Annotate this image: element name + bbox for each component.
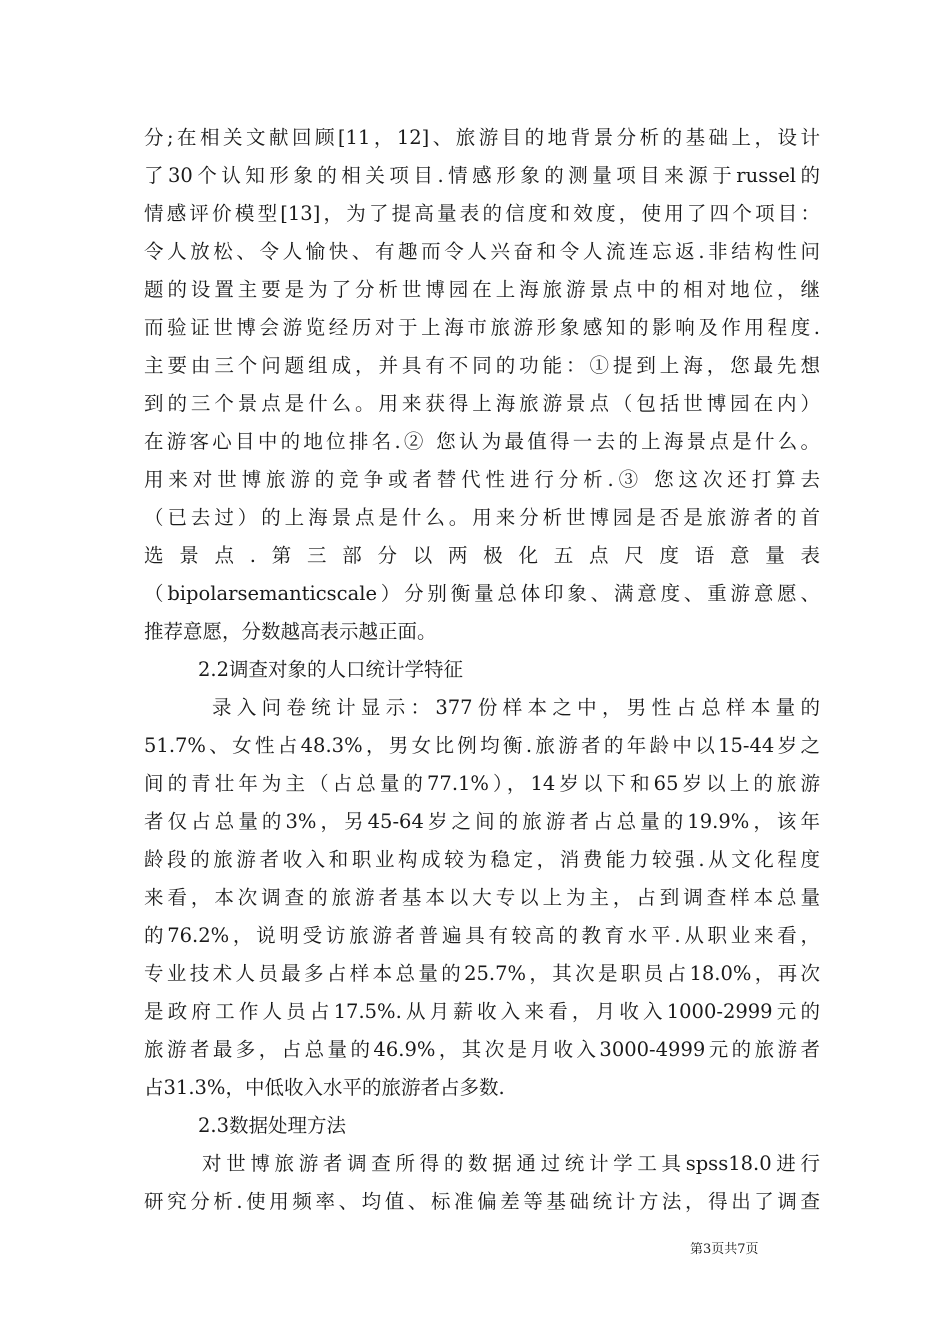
text-line-2: 了30个认知形象的相关项目.情感形象的测量项目来源于russel的	[144, 164, 820, 187]
text-line-23: 专业技术人员最多占样本总量的25.7%，其次是职员占18.0%，再次	[144, 962, 820, 985]
text-line-29: 研究分析.使用频率、均值、标准偏差等基础统计方法，得出了调查	[144, 1190, 820, 1213]
text-line-6: 而验证世博会游览经历对于上海市旅游形象感知的影响及作用程度.	[144, 316, 820, 339]
text-line-17: 51.7%、女性占48.3%，男女比例均衡.旅游者的年龄中以15-44岁之	[144, 734, 820, 757]
section-heading-2-2: 2.2调查对象的人口统计学特征	[198, 658, 464, 681]
text-line-5: 题的设置主要是为了分析世博园在上海旅游景点中的相对地位，继	[144, 278, 820, 301]
text-line-14: 推荐意愿，分数越高表示越正面。	[144, 620, 437, 643]
text-line-12: 选景点.第三部分以两极化五点尺度语意量表	[144, 544, 820, 567]
text-line-4: 令人放松、令人愉快、有趣而令人兴奋和令人流连忘返.非结构性问	[144, 240, 820, 263]
text-line-11: （已去过）的上海景点是什么。用来分析世博园是否是旅游者的首	[144, 506, 820, 529]
text-line-3: 情感评价模型[13]，为了提高量表的信度和效度，使用了四个项目：	[144, 202, 820, 225]
text-line-10: 用来对世博旅游的竞争或者替代性进行分析.③ 您这次还打算去	[144, 468, 820, 491]
text-line-16: 录入问卷统计显示：377份样本之中，男性占总样本量的	[212, 696, 820, 719]
text-line-18: 间的青壮年为主（占总量的77.1%），14岁以下和65岁以上的旅游	[144, 772, 820, 795]
text-line-25: 旅游者最多，占总量的46.9%，其次是月收入3000-4999元的旅游者	[144, 1038, 820, 1061]
section-heading-2-3: 2.3数据处理方法	[198, 1114, 347, 1137]
text-line-9: 在游客心目中的地位排名.② 您认为最值得一去的上海景点是什么。	[144, 430, 820, 453]
text-line-28: 对世博旅游者调查所得的数据通过统计学工具spss18.0进行	[202, 1152, 820, 1175]
text-line-8: 到的三个景点是什么。用来获得上海旅游景点（包括世博园在内）	[144, 392, 820, 415]
text-line-1: 分;在相关文献回顾[11，12]、旅游目的地背景分析的基础上，设计	[144, 126, 820, 149]
text-line-26: 占31.3%，中低收入水平的旅游者占多数.	[144, 1076, 505, 1099]
text-line-21: 来看，本次调查的旅游者基本以大专以上为主，占到调查样本总量	[144, 886, 820, 909]
text-line-20: 龄段的旅游者收入和职业构成较为稳定，消费能力较强.从文化程度	[144, 848, 820, 871]
text-line-7: 主要由三个问题组成，并具有不同的功能：①提到上海，您最先想	[144, 354, 820, 377]
page-footer: 第3页共7页	[690, 1242, 759, 1257]
text-line-13: （bipolarsemanticscale）分别衡量总体印象、满意度、重游意愿、	[144, 582, 820, 605]
text-line-19: 者仅占总量的3%，另45-64岁之间的旅游者占总量的19.9%，该年	[144, 810, 820, 833]
text-line-22: 的76.2%，说明受访旅游者普遍具有较高的教育水平.从职业来看，	[144, 924, 820, 947]
text-line-24: 是政府工作人员占17.5%.从月薪收入来看，月收入1000-2999元的	[144, 1000, 820, 1023]
